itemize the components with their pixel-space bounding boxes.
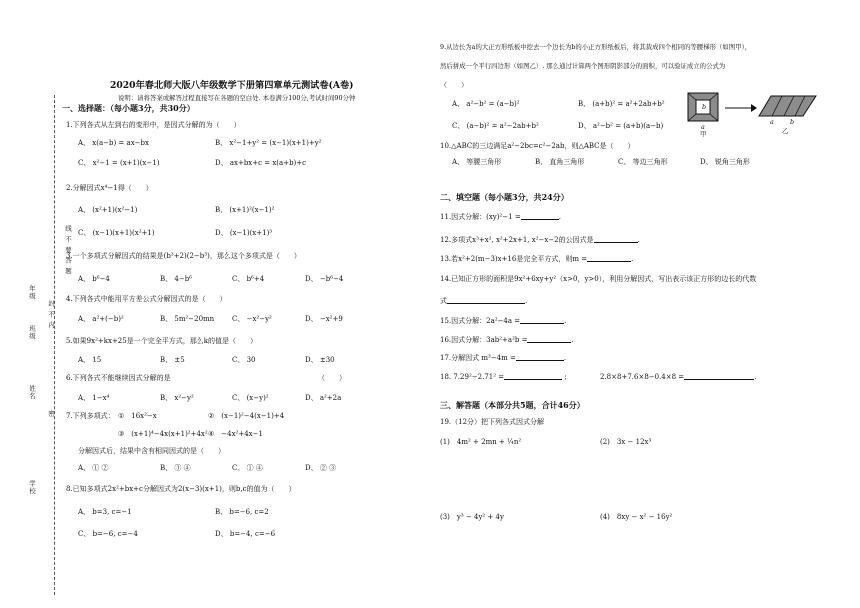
q17-blank[interactable] (516, 353, 564, 361)
q3-stem: 3.一个多项式分解因式的结果是(b³+2)(2−b³)，那么这个多项式是（ ） (66, 252, 301, 260)
q15-blank[interactable] (520, 316, 564, 324)
q7-poly-2: ② (x−1)²−4(x−1)+4 (208, 412, 285, 420)
q9-option-d: D、 a²−b² = (a+b)(a−b) (578, 122, 664, 130)
section1-heading: 一、选择题：（每小题3分，共30分） (62, 103, 195, 113)
q11: 11.因式分解：(xy)²−1 = . (440, 213, 561, 221)
binding-line (54, 95, 55, 595)
q15: 15.因式分解：2a²−4a = . (440, 317, 567, 325)
q18-blank-2[interactable] (684, 372, 754, 380)
q2-option-c: C、 (x−1)(x+1)(x²+1) (78, 229, 155, 237)
q14-blank[interactable] (447, 296, 525, 304)
q1-option-a: A、 x(a−b) = ax−bx (78, 139, 149, 147)
q9-stem-line2: 然后拼成一个平行四边形（如图乙）. 那么通过计算两个图形阴影部分的面积，可以验证成立的公式为 (440, 62, 726, 70)
q4-option-a: A、 a²+(−b)² (78, 315, 124, 323)
q3-option-c: C、 b⁶+4 (232, 275, 265, 283)
q7-poly-1: ① 16x²−x (118, 412, 157, 420)
q14-line2: 式 . (440, 297, 528, 305)
page-title: 2020年春北师大版八年级数学下册第四章单元测试卷(A卷) (110, 80, 354, 91)
q12-blank[interactable] (594, 235, 638, 243)
q7-poly-4: ④ −4x²+4x−1 (208, 430, 263, 438)
q3-option-a: A、 b⁶−4 (78, 275, 110, 283)
q10-option-b: B、 直角三角形 (535, 158, 585, 166)
q3-option-b: B、 4−b⁶ (160, 275, 192, 283)
q2-option-b: B、 (x+1)²(x−1)² (215, 206, 275, 214)
q8-option-d: D、 b=−4, c=−6 (215, 530, 276, 538)
q1-option-b: B、 x²−1+y² = (x−1)(x+1)+y² (215, 139, 322, 147)
q18-text-1: 18. 7.29²−2.71² = (440, 373, 505, 381)
q11-text: 11.因式分解：(xy)²−1 = (440, 213, 521, 221)
q19-part-2: (2) 3x − 12x³ (600, 438, 652, 446)
q14-text: 式 (440, 297, 447, 305)
q5-option-b: B、 ±5 (160, 356, 185, 364)
q8-option-c: C、 b=−6, c=−4 (78, 530, 138, 538)
name-label: 姓名 (28, 385, 36, 400)
q7-note: 分解因式后，结果中含有相同因式的是（ ） (78, 447, 225, 455)
q18-blank-1[interactable] (504, 372, 562, 380)
q4-option-c: C、 −x²−y² (232, 315, 272, 323)
q9-stem-line1: 9.从边长为a的大正方形纸板中挖去一个边长为b的小正方形纸板后，将其裁成四个相同的等腰梯形（如图甲）， (440, 43, 752, 51)
q7-poly-3: ③ (x+1)⁴−4x(x+1)²+4x² (118, 430, 208, 438)
q19-stem: 19.（12分）把下列各式因式分解 (440, 418, 545, 426)
figure-yi-parallelogram (758, 94, 818, 120)
q2-option-a: A、 (x²+1)(x²−1) (78, 206, 138, 214)
q13-blank[interactable] (587, 254, 631, 262)
q12: 12.多项式x³+x², x²+2x+1, x²−x−2的公因式是 . (440, 236, 640, 244)
q10-option-c: C、 等边三角形 (618, 158, 668, 166)
q14-line1: 14.已知正方形的面积是9x²+6xy+y²（x>0，y>0），利用分解因式，写出表示该正方形的边长的代数 (440, 275, 757, 283)
q15-text: 15.因式分解：2a²−4a = (440, 317, 521, 325)
section3-heading: 三、解答题（本部分共5题，合计46分） (440, 400, 585, 410)
q13-text: 13.若x²+2(m−3)x+16是完全平方式，则m = (440, 255, 588, 263)
q10-option-d: D、 锐角三角形 (700, 158, 750, 166)
q5-option-c: C、 30 (232, 356, 256, 364)
q1-option-c: C、 x²−1 = (x+1)(x−1) (78, 159, 160, 167)
q4-option-b: B、 5m²−20mn (160, 315, 215, 323)
q1-stem: 1.下列各式从左到右的变形中，是因式分解的为（ ） (66, 121, 241, 129)
q9-option-a: A、 a²−b² = (a−b)² (452, 100, 520, 108)
q5-stem: 5.如果9x²+kx+25是一个完全平方式，那么k的值是（ ） (66, 337, 257, 345)
q2-stem: 2.分解因式x⁴−1得（ ） (66, 184, 153, 192)
q5-option-d: D、 ±30 (305, 356, 335, 364)
q1-option-d: D、 ax+bx+c = x(a+b)+c (215, 159, 307, 167)
figure-jia-label-b: b (702, 103, 707, 111)
arrow-icon (724, 103, 758, 113)
q4-stem: 4.下列各式中能用平方差公式分解因式的是（ ） (66, 295, 227, 303)
q4-option-d: D、 −x²+9 (305, 315, 343, 323)
class-label: 班级 (28, 325, 36, 340)
q6-option-c: C、 (x−y)² (232, 394, 269, 402)
q7-option-b: B、 ③ ④ (160, 464, 191, 472)
q7-option-c: C、 ① ④ (232, 464, 263, 472)
q6-option-a: A、 1−x⁴ (78, 394, 110, 402)
q7-stem: 7.下列多项式： (66, 412, 115, 420)
q13: 13.若x²+2(m−3)x+16是完全平方式，则m = . (440, 255, 634, 263)
q9-option-c: C、 (a−b)² = a²−2ab+b² (452, 122, 539, 130)
q8-option-a: A、 b=3, c=−1 (78, 508, 132, 516)
figure-jia-label-a: a (701, 123, 705, 131)
q16-blank[interactable] (527, 335, 571, 343)
binding-bottom-text: 密 (47, 410, 55, 418)
q11-blank[interactable] (521, 212, 559, 220)
q6-stem: 6.下列各式不能继续因式分解的是 (66, 374, 171, 382)
q18-part2: 2.8×8+7.6×8−0.4×8 = . (600, 373, 757, 381)
binding-mid-text: 封 不 内 (47, 300, 55, 329)
grade-label: 年级 (28, 285, 36, 300)
q17-text: 17.分解因式 m³−4m = (440, 354, 516, 362)
q7-option-d: D、 ② ③ (305, 464, 337, 472)
binding-top-text: 线 不 要 答 题 (64, 225, 72, 275)
instructions: 说明：请将答案或解答过程直接写在各题的空白处. 本卷满分100分,考试时间90分钟 (118, 94, 356, 102)
q12-text: 12.多项式x³+x², x²+2x+1, x²−x−2的公因式是 (440, 236, 594, 244)
q6-option-b: B、 x²−y² (160, 394, 194, 402)
q18-text-2: 2.8×8+7.6×8−0.4×8 = (600, 373, 685, 381)
q6-paren: （ ） (318, 374, 346, 382)
q9-option-b: B、 (a+b)² = a²+2ab+b² (578, 100, 665, 108)
q10-stem: 10.△ABC的三边满足a²−2bc=c²−2ab，则△ABC是（ ） (440, 142, 635, 150)
q2-option-d: D、 (x−1)(x+1)³ (215, 229, 273, 237)
figure-yi-label-a: a (770, 118, 774, 126)
q5-option-a: A、 15 (78, 356, 102, 364)
q7-option-a: A、 ① ② (78, 464, 109, 472)
q19-part-1: (1) 4m² + 2mn + ¼n² (440, 438, 522, 446)
q16-text: 16.因式分解：3ab²+a²b = (440, 336, 528, 344)
figure-yi-caption: 乙 (782, 127, 789, 135)
q17: 17.分解因式 m³−4m = . (440, 354, 567, 362)
q6-option-d: D、 a²+2a (305, 394, 342, 402)
school-label: 学校 (28, 480, 36, 495)
q8-stem: 8.已知多项式2x²+bx+c分解因式为2(x−3)(x+1)，则b,c的值为（ ） (66, 485, 296, 493)
q19-part-3: (3) y³ − 4y² + 4y (440, 513, 504, 521)
q19-part-4: (4) 8xy − x² − 16y² (600, 513, 673, 521)
figure-jia-caption: 甲 (700, 130, 707, 138)
section2-heading: 二、填空题（每小题3分，共24分） (440, 192, 569, 202)
q9-paren: （ ） (440, 81, 468, 89)
q8-option-b: B、 b=−6, c=2 (215, 508, 269, 516)
q18-part1: 18. 7.29²−2.71² = ; (440, 373, 567, 381)
q16: 16.因式分解：3ab²+a²b = . (440, 336, 574, 344)
q3-option-d: D、 −b⁶−4 (305, 275, 344, 283)
q10-option-a: A、 等腰三角形 (452, 158, 502, 166)
figure-yi-label-b: b (790, 118, 795, 126)
